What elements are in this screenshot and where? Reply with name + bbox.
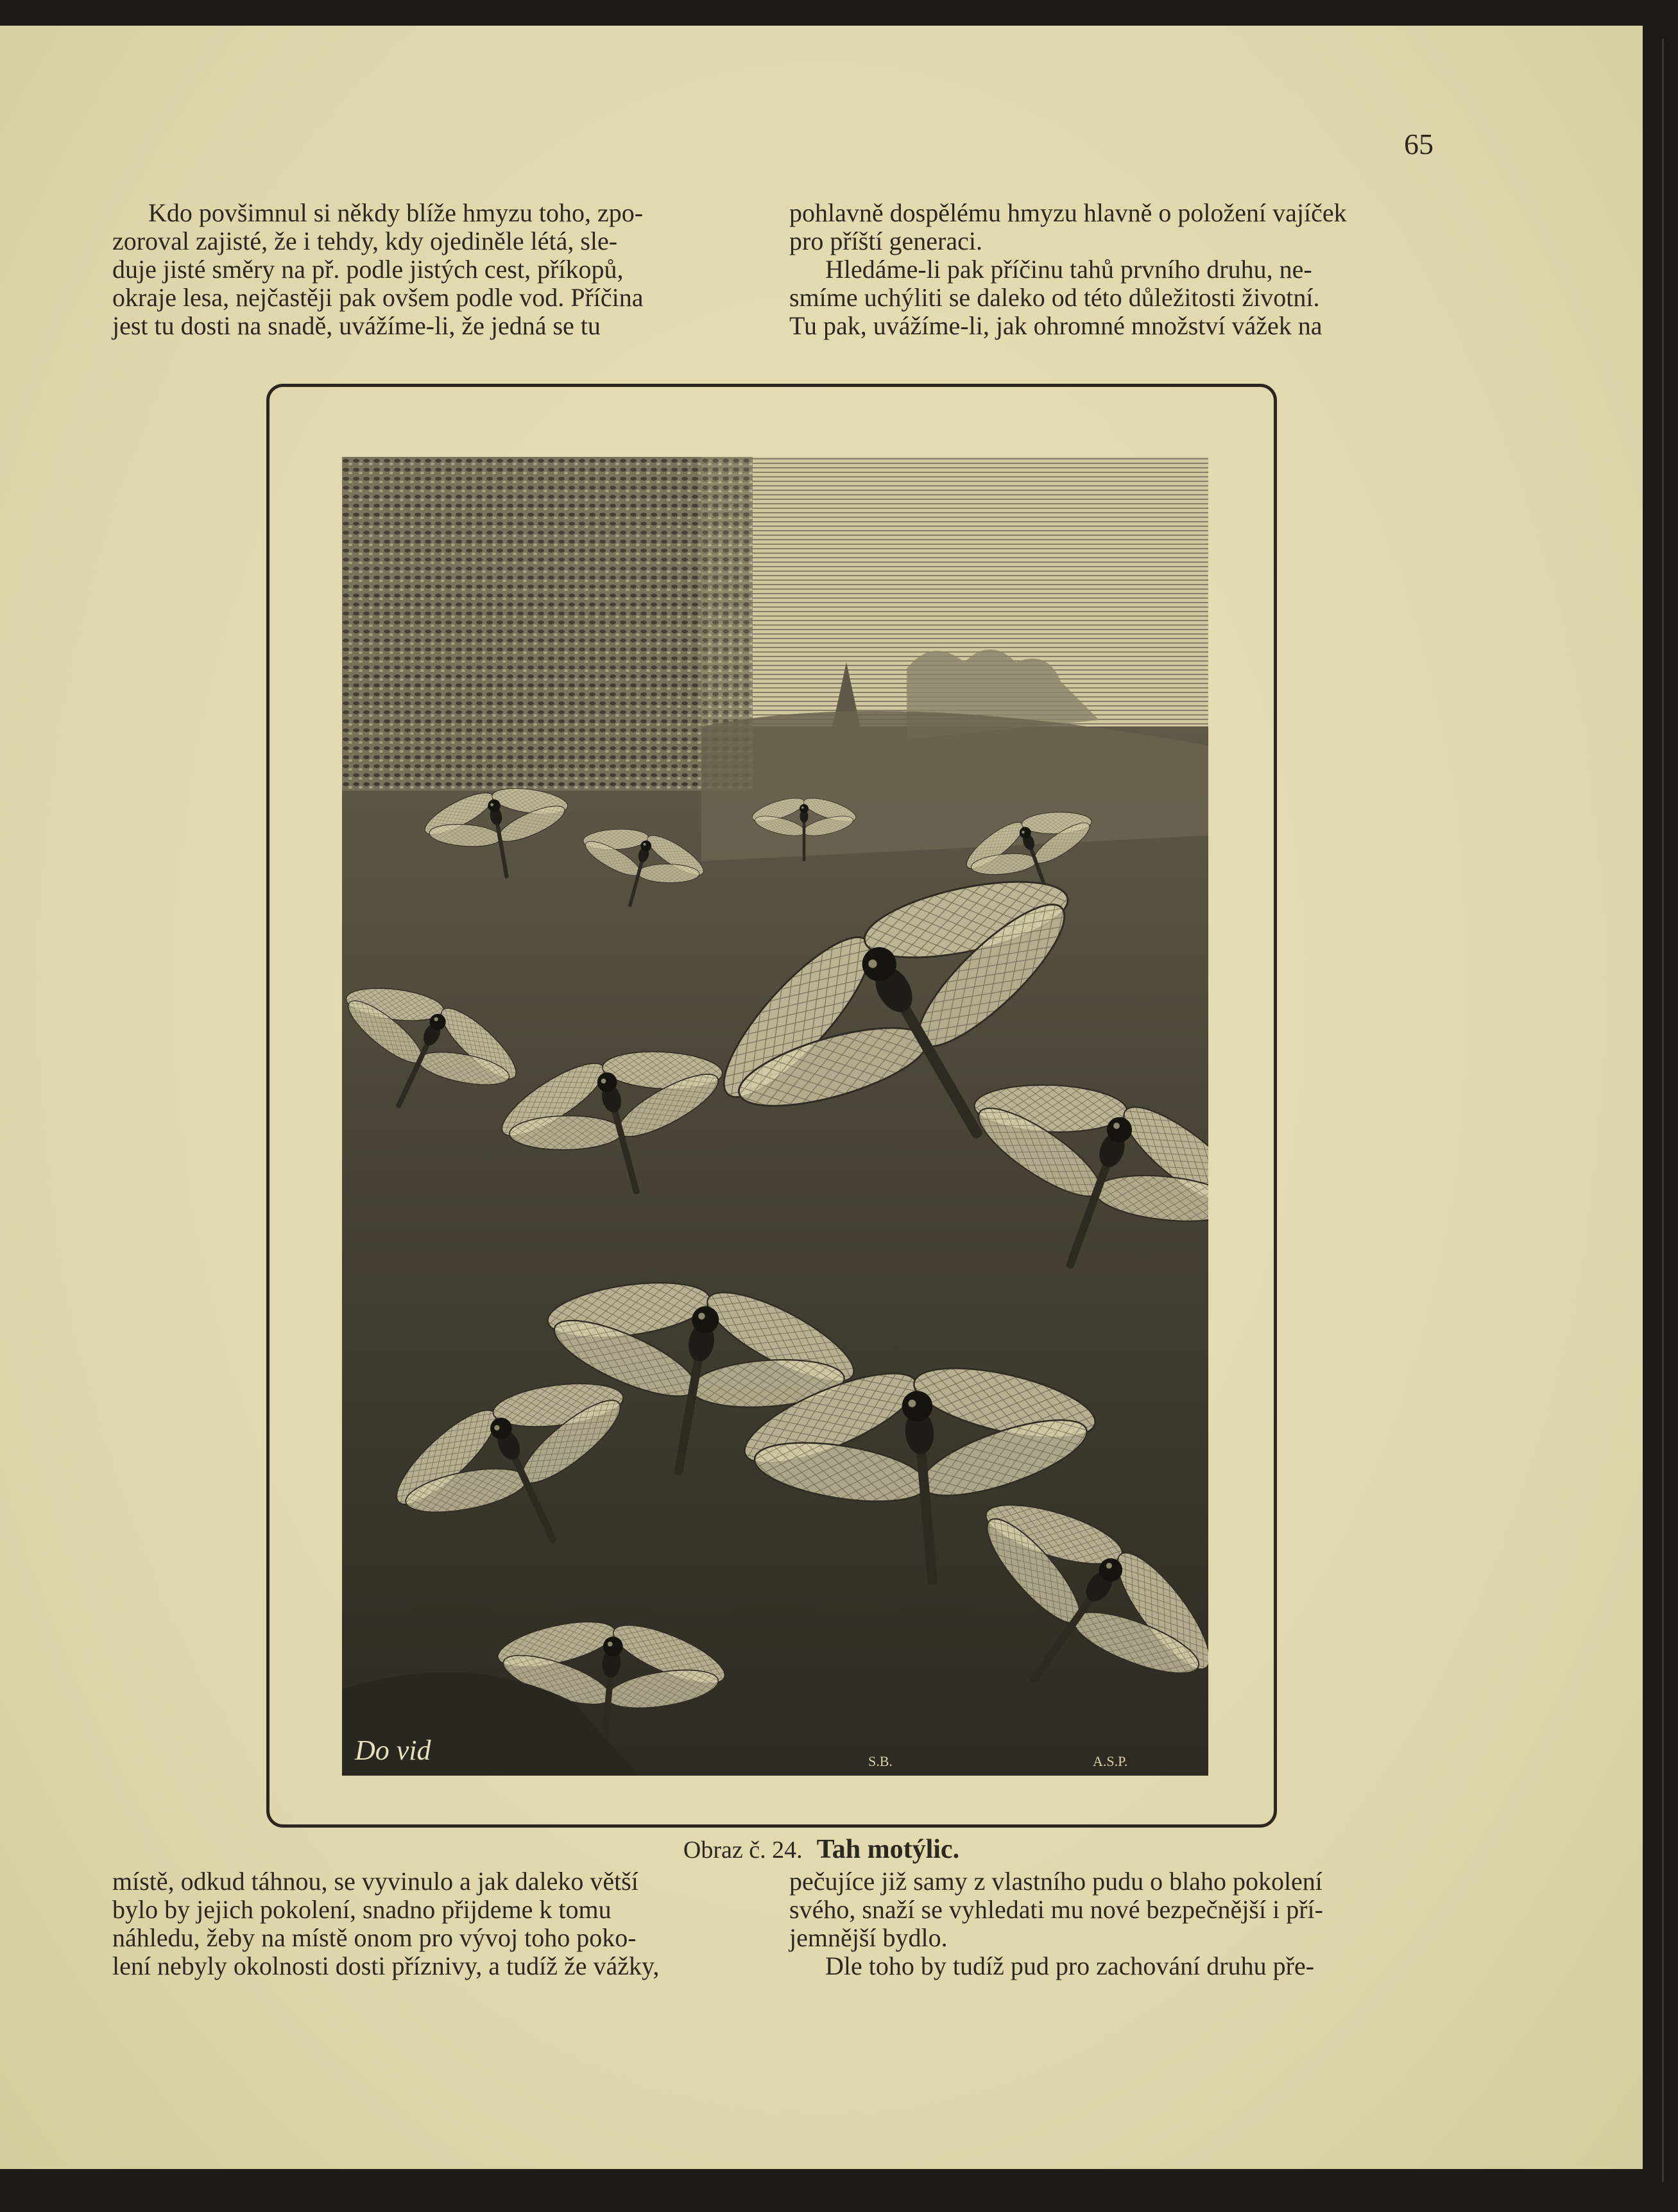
- figure-number: Obraz č. 24.: [683, 1837, 803, 1864]
- figure-caption: [0, 1834, 1643, 1865]
- engraver-signature: A.S.P.: [1093, 1753, 1128, 1769]
- text-line: pro příští generaci.: [789, 227, 982, 255]
- text-line: lení nebyly okolnosti dosti příznivy, a tudíž že vážky,: [112, 1951, 660, 1980]
- text-line: jest tu dosti na snadě, uvážíme-li, že jedná se tu: [112, 311, 601, 340]
- text-line: Tu pak, uvážíme-li, jak ohromné množství vážek na: [789, 311, 1323, 340]
- text-column-bottom-left: [112, 1867, 760, 1980]
- text-line: pečujíce již samy z vlastního pudu o blaho pokolení: [789, 1867, 1323, 1896]
- engraver-signature: S.B.: [868, 1753, 893, 1769]
- text-line: místě, odkud táhnou, se vyvinulo a jak daleko větší: [112, 1867, 638, 1896]
- dragonfly-swarm-engraving: [342, 457, 1208, 1776]
- text-line: jemnější bydlo.: [789, 1923, 948, 1952]
- engraver-signature: Do vid: [355, 1735, 431, 1766]
- text-line: svého, snaží se vyhledati mu nové bezpečnější i pří-: [789, 1895, 1323, 1924]
- text-line: duje jisté směry na př. podle jistých cest, příkopů,: [112, 255, 624, 284]
- text-column-top-left: [112, 199, 760, 340]
- text-line: Dle toho by tudíž pud pro zachování druhu pře-: [825, 1951, 1315, 1980]
- book-page: [0, 26, 1643, 2169]
- page-number: 65: [1404, 128, 1434, 160]
- text-line: Kdo povšimnul si někdy blíže hmyzu toho, zpo-: [148, 198, 644, 227]
- text-line: okraje lesa, nejčastěji pak ovšem podle vod. Příčina: [112, 283, 644, 312]
- text-column-top-right: [789, 199, 1437, 340]
- text-line: pohlavně dospělému hmyzu hlavně o položení vajíček: [789, 198, 1347, 227]
- text-line: Hledáme-li pak příčinu tahů prvního druhu, ne-: [825, 255, 1312, 284]
- text-line: smíme uchýliti se daleko od této důležitosti životní.: [789, 283, 1320, 312]
- text-line: zoroval zajisté, že i tehdy, kdy ojediněle létá, sle-: [112, 227, 618, 255]
- text-line: bylo by jejich pokolení, snadno přijdeme k tomu: [112, 1895, 612, 1924]
- text-line: náhledu, žeby na místě onom pro vývoj toho poko-: [112, 1923, 637, 1952]
- scan-edge-line: [1662, 39, 1664, 2182]
- scan-gutter: [1643, 0, 1678, 2212]
- figure-title: Tah motýlic.: [816, 1835, 960, 1864]
- text-column-bottom-right: [789, 1867, 1437, 1980]
